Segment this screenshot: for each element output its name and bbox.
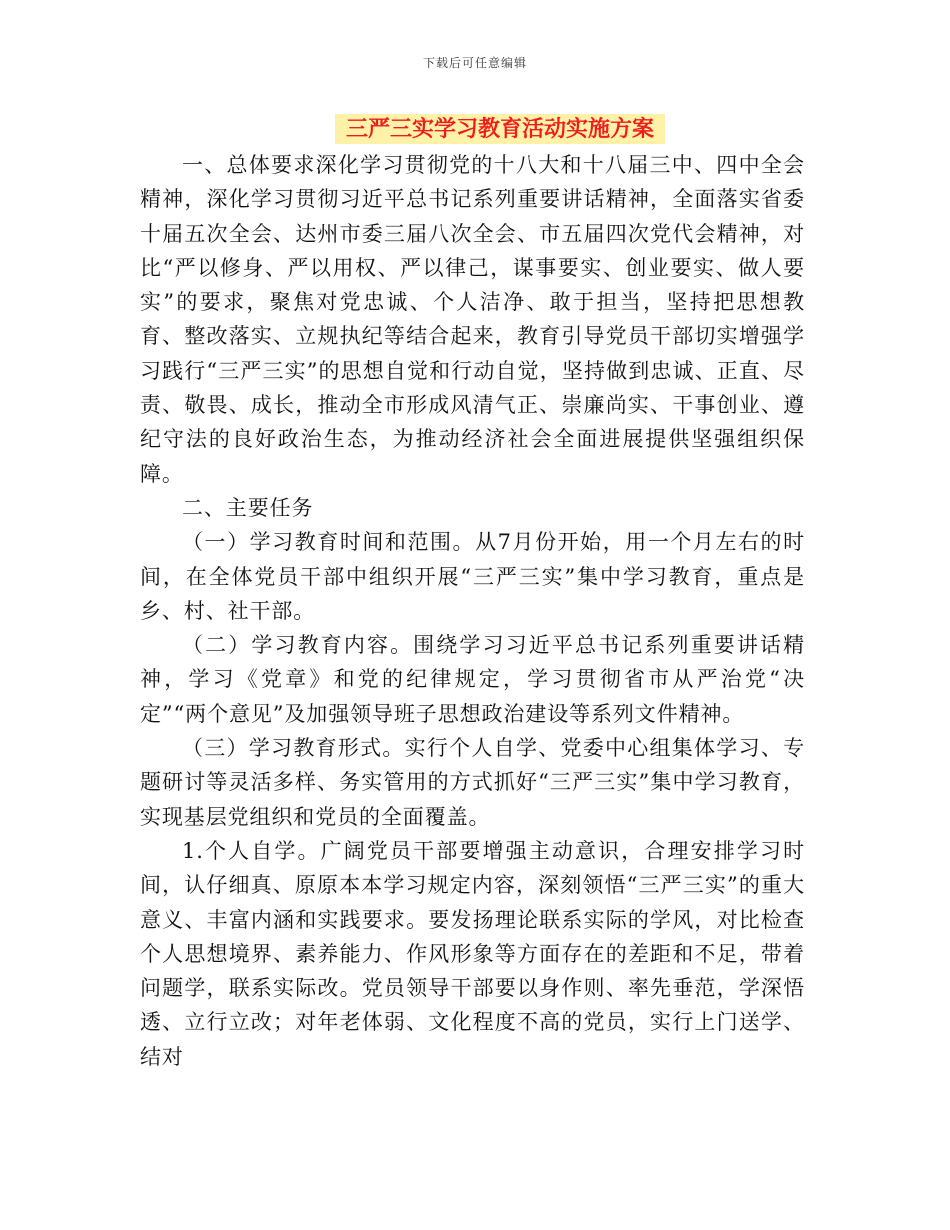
paragraph-main-tasks-heading: 二、主要任务 [182, 495, 314, 520]
paragraph-form: （三）学习教育形式。实行个人自学、党委中心组集体学习、专题研讨等灵活多样、务实管用的方式抓好“三严三实”集中学习教育，实现基层党组织和党员的全面覆盖。 [140, 736, 805, 829]
paragraph-self-study: 1.个人自学。广阔党员干部要增强主动意识，合理安排学习时间，认仔细真、原原本本学习规定内容，深刻领悟“三严三实”的重大意义、丰富内涵和实践要求。要发扬理论联系实际的学风，对比检查个人思想境界、素养能力、作风形象等方面存在的差距和不足，带着问题学，联系实际改。党员领导干部要以身作则、率先垂范，学深悟透、立行立改；对年老体弱、文化程度不高的党员，实行上门送学、结对 [140, 838, 805, 1069]
paragraph-time-and-scope: （一）学习教育时间和范围。从7月份开始，用一个月左右的时间，在全体党员干部中组织开展“三严三实”集中学习教育，重点是乡、村、社干部。 [140, 530, 805, 623]
page-header-note: 下载后可任意编辑 [422, 56, 527, 70]
document-title: 三严三实学习教育活动实施方案 [335, 114, 665, 144]
paragraph-general-requirements: 一、总体要求深化学习贯彻党的十八大和十八届三中、四中全会精神，深化学习贯彻习近平总书记系列重要讲话精神，全面落实省委十届五次全会、达州市委三届八次全会、市五届四次党代会精神，对比“严以修身、严以用权、严以律己，谋事要实、创业要实、做人要实”的要求，聚焦对党忠诚、个人洁净、敢于担当，坚持把思想教育、整改落实、立规执纪等结合起来，教育引导党员干部切实增强学习践行“三严三实”的思想自觉和行动自觉，坚持做到忠诚、正直、尽责、敬畏、成长，推动全市形成风清气正、崇廉尚实、干事创业、遵纪守法的良好政治生态，为推动经济社会全面进展提供坚强组织保障。 [140, 153, 805, 486]
document-body [140, 148, 805, 1074]
paragraph-content: （二）学习教育内容。围绕学习习近平总书记系列重要讲话精神，学习《党章》和党的纪律规定，学习贯彻省市从严治党“决定”“两个意见”及加强领导班子思想政治建设等系列文件精神。 [140, 633, 805, 726]
